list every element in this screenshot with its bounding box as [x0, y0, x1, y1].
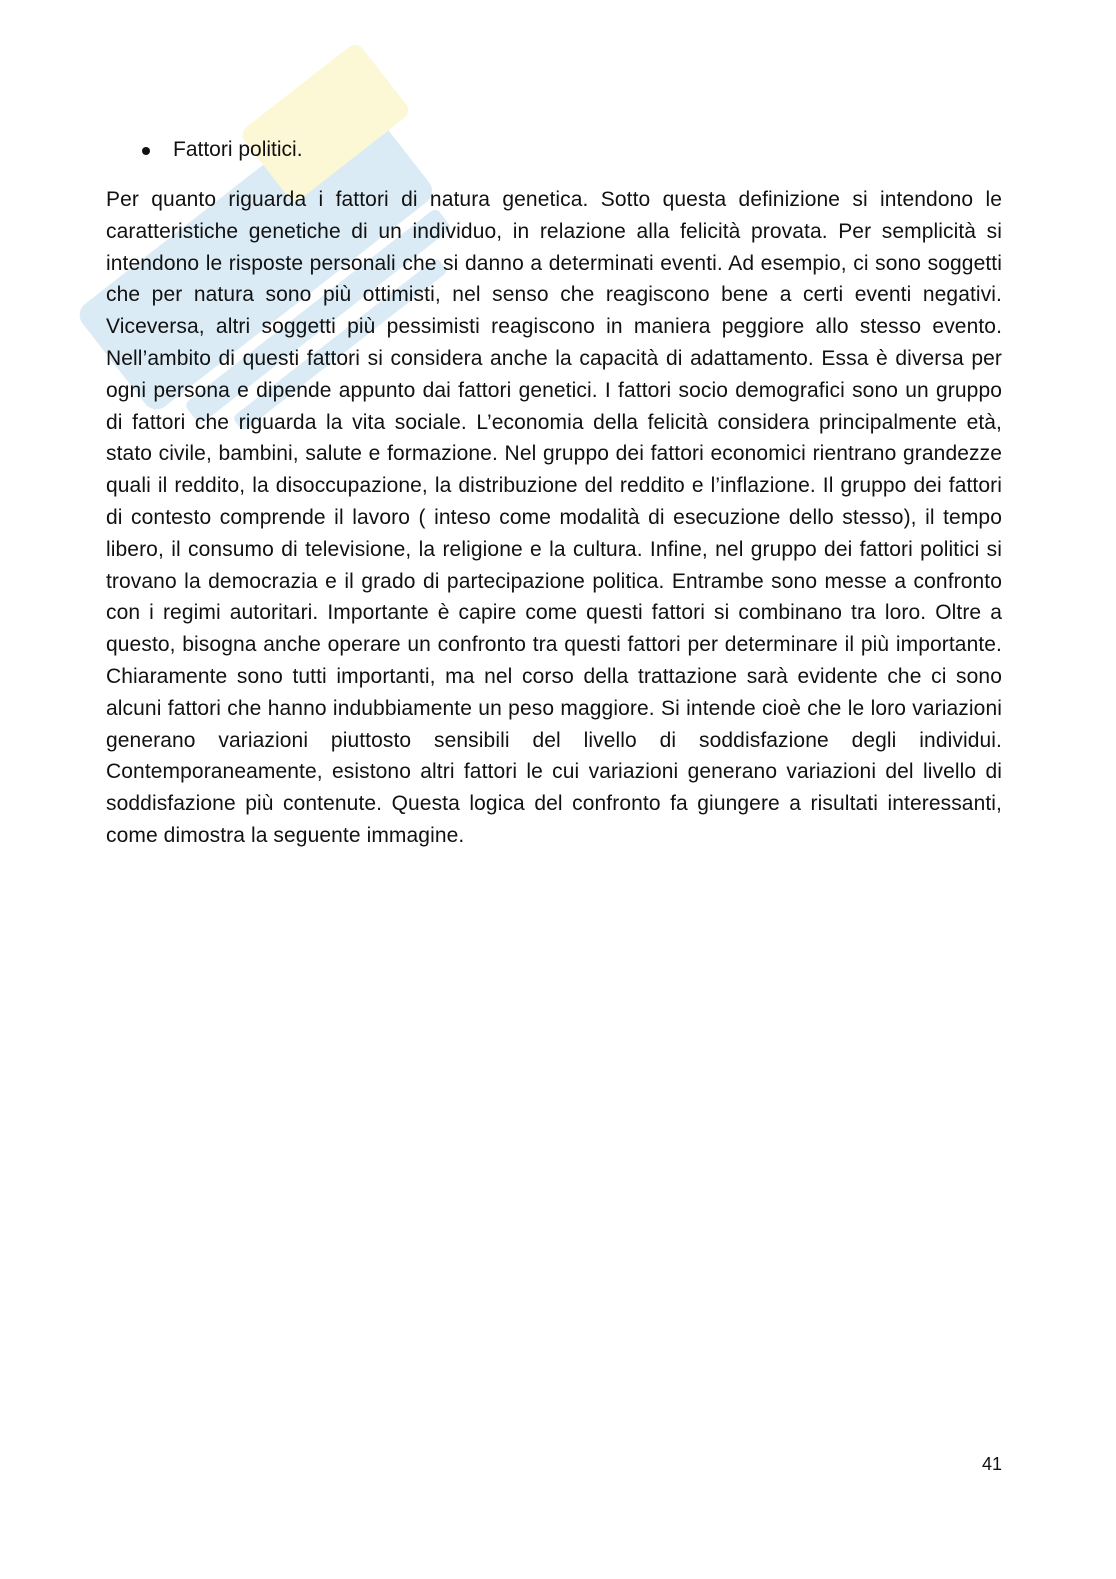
list-item: [140, 134, 303, 166]
page-number: 41: [981, 1454, 1002, 1474]
body-paragraph: Per quanto riguarda i fattori di natura genetica. Sotto questa definizione si intendono le caratteristiche genetiche di un individuo, in relazione alla felicità provata. Per semplicità si intendono le risposte personali che si danno a determinati eventi. Ad esempio, ci sono soggetti che per natura sono più ottimisti, nel senso che reagiscono bene a certi eventi negativi. Viceversa, altri soggetti più pessimisti reagiscono in maniera peggiore allo stesso evento. Nell’ambito di questi fattori si considera anche la capacità di adattamento. Essa è diversa per ogni persona e dipende appunto dai fattori genetici. I fattori socio demografici sono un gruppo di fattori che riguarda la vita sociale. L’economia della felicità considera principalmente età, stato civile, bambini, salute e formazione. Nel gruppo dei fattori economici rientrano grandezze quali il reddito, la disoccupazione, la distribuzione del reddito e l’inflazione. Il gruppo dei fattori di contesto comprende il lavoro ( inteso come modalità di esecuzione dello stesso), il tempo libero, il consumo di televisione, la religione e la cultura. Infine, nel gruppo dei fattori politici si trovano la democrazia e il grado di partecipazione politica. Entrambe sono messe a confronto con i regimi autoritari. Importante è capire come questi fattori si combinano tra loro. Oltre a questo, bisogna anche operare un confronto tra questi fattori per determinare il più importante. Chiaramente sono tutti importanti, ma nel corso della trattazione sarà evidente che ci sono alcuni fattori che hanno indubbiamente un peso maggiore. Si intende cioè che le loro variazioni generano variazioni piuttosto sensibili del livello di soddisfazione degli individui. Contemporaneamente, esistono altri fattori le cui variazioni generano variazioni del livello di soddisfazione più contenute. Questa logica del confronto fa giungere a risultati interessanti, come dimostra la seguente immagine.: [106, 188, 1002, 847]
bullet-icon: [142, 147, 150, 155]
bullet-list: [140, 134, 303, 166]
bullet-text: Fattori politici.: [173, 138, 303, 161]
